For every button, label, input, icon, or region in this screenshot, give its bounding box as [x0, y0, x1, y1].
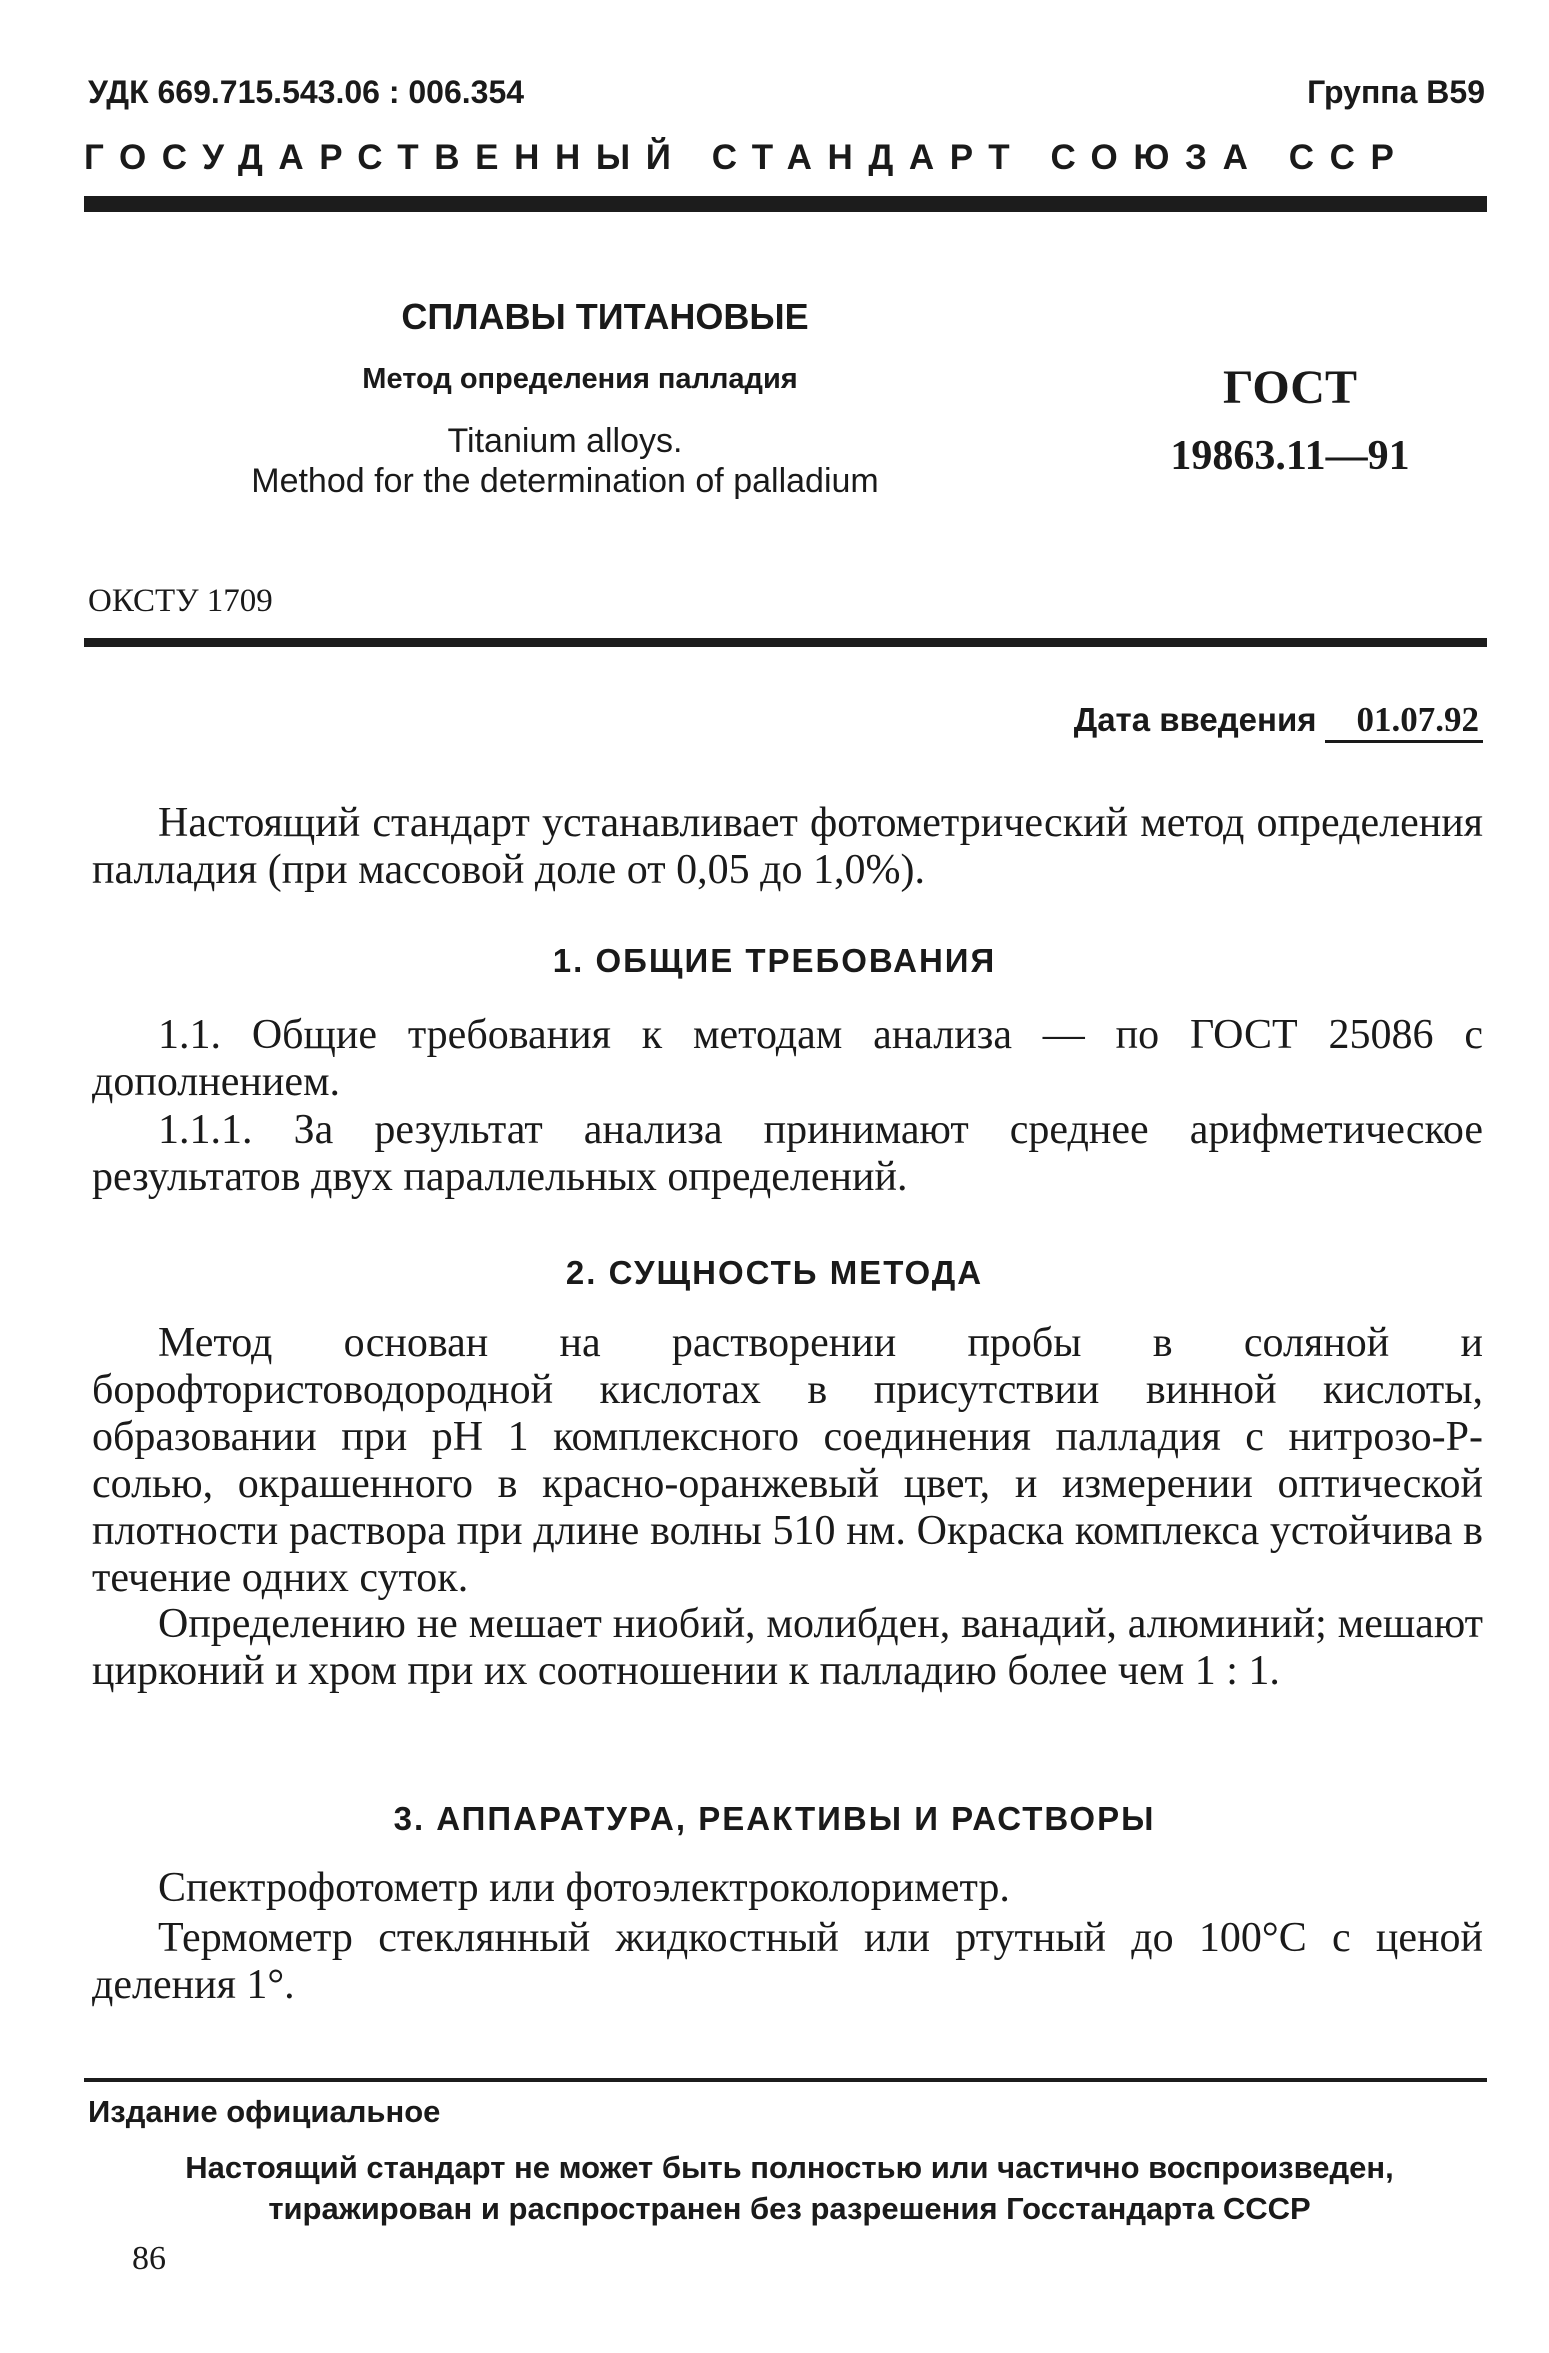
- intro-paragraph: Настоящий стандарт устанавливает фотометрический метод определения палладия (при массовой доле от 0,05 до 1,0%).: [92, 800, 1483, 893]
- paragraph-3-thermometer: Термометр стеклянный жидкостный или ртутный до 100°С с ценой деления 1°.: [92, 1915, 1483, 2008]
- footer-rule: [84, 2078, 1487, 2082]
- gost-label: ГОСТ: [1223, 361, 1357, 414]
- standard-header-title: ГОСУДАРСТВЕННЫЙ СТАНДАРТ СОЮЗА ССР: [84, 138, 1410, 177]
- section-heading-3: 3. АППАРАТУРА, РЕАКТИВЫ И РАСТВОРЫ: [393, 1800, 1156, 1837]
- udc-code: УДК 669.715.543.06 : 006.354: [88, 74, 525, 110]
- document-title: СПЛАВЫ ТИТАНОВЫЕ: [401, 296, 809, 337]
- paragraph-2-interference: Определению не мешает ниобий, молибден, ванадий, алюминий; мешают цирконий и хром при их соотношении к палладию более чем 1 : 1.: [92, 1601, 1483, 1694]
- date-value: 01.07.92: [1325, 700, 1484, 743]
- introduction-date: [1074, 700, 1483, 743]
- paragraph-3-spectrophotometer: Спектрофотометр или фотоэлектроколориметр.: [158, 1865, 1010, 1911]
- group-code: Группа В59: [1307, 74, 1485, 110]
- oksty-code: ОКСТУ 1709: [88, 583, 273, 619]
- english-title: [200, 421, 930, 501]
- copyright-notice-line-2: тиражирован и распространен без разрешения Госстандарта СССР: [268, 2191, 1311, 2226]
- document-subtitle: Метод определения палладия: [362, 363, 798, 395]
- paragraph-1-1: 1.1. Общие требования к методам анализа — по ГОСТ 25086 с дополнением.: [92, 1012, 1483, 1105]
- section-heading-1: 1. ОБЩИЕ ТРЕБОВАНИЯ: [552, 942, 997, 979]
- english-title-line-2: Method for the determination of palladium: [251, 462, 879, 500]
- english-title-line-1: Titanium alloys.: [447, 422, 683, 460]
- paragraph-2-method: Метод основан на растворении пробы в соляной и борофтористоводородной кислотах в присутствии винной кислоты, образовании при pH 1 комплексного соединения палладия с нитрозо-Р-солью, окрашенного в красно-оранжевый цвет, и измерении оптической плотности раствора при длине волны 510 нм. Окраска комплекса устойчива в течение одних суток.: [92, 1320, 1483, 1601]
- gost-number: 19863.11—91: [1170, 433, 1410, 479]
- paragraph-1-1-1: 1.1.1. За результат анализа принимают среднее арифметическое результатов двух параллельных определений.: [92, 1107, 1483, 1200]
- copyright-notice-line-1: Настоящий стандарт не может быть полностью или частично воспроизведен,: [185, 2150, 1394, 2185]
- copyright-notice: [92, 2147, 1487, 2229]
- page-number: 86: [132, 2240, 166, 2277]
- section-heading-2: 2. СУЩНОСТЬ МЕТОДА: [565, 1254, 984, 1291]
- edition-label: Издание официальное: [88, 2094, 441, 2129]
- date-label: Дата введения: [1073, 701, 1317, 738]
- header-rule: [84, 196, 1487, 212]
- title-block-rule: [84, 638, 1487, 647]
